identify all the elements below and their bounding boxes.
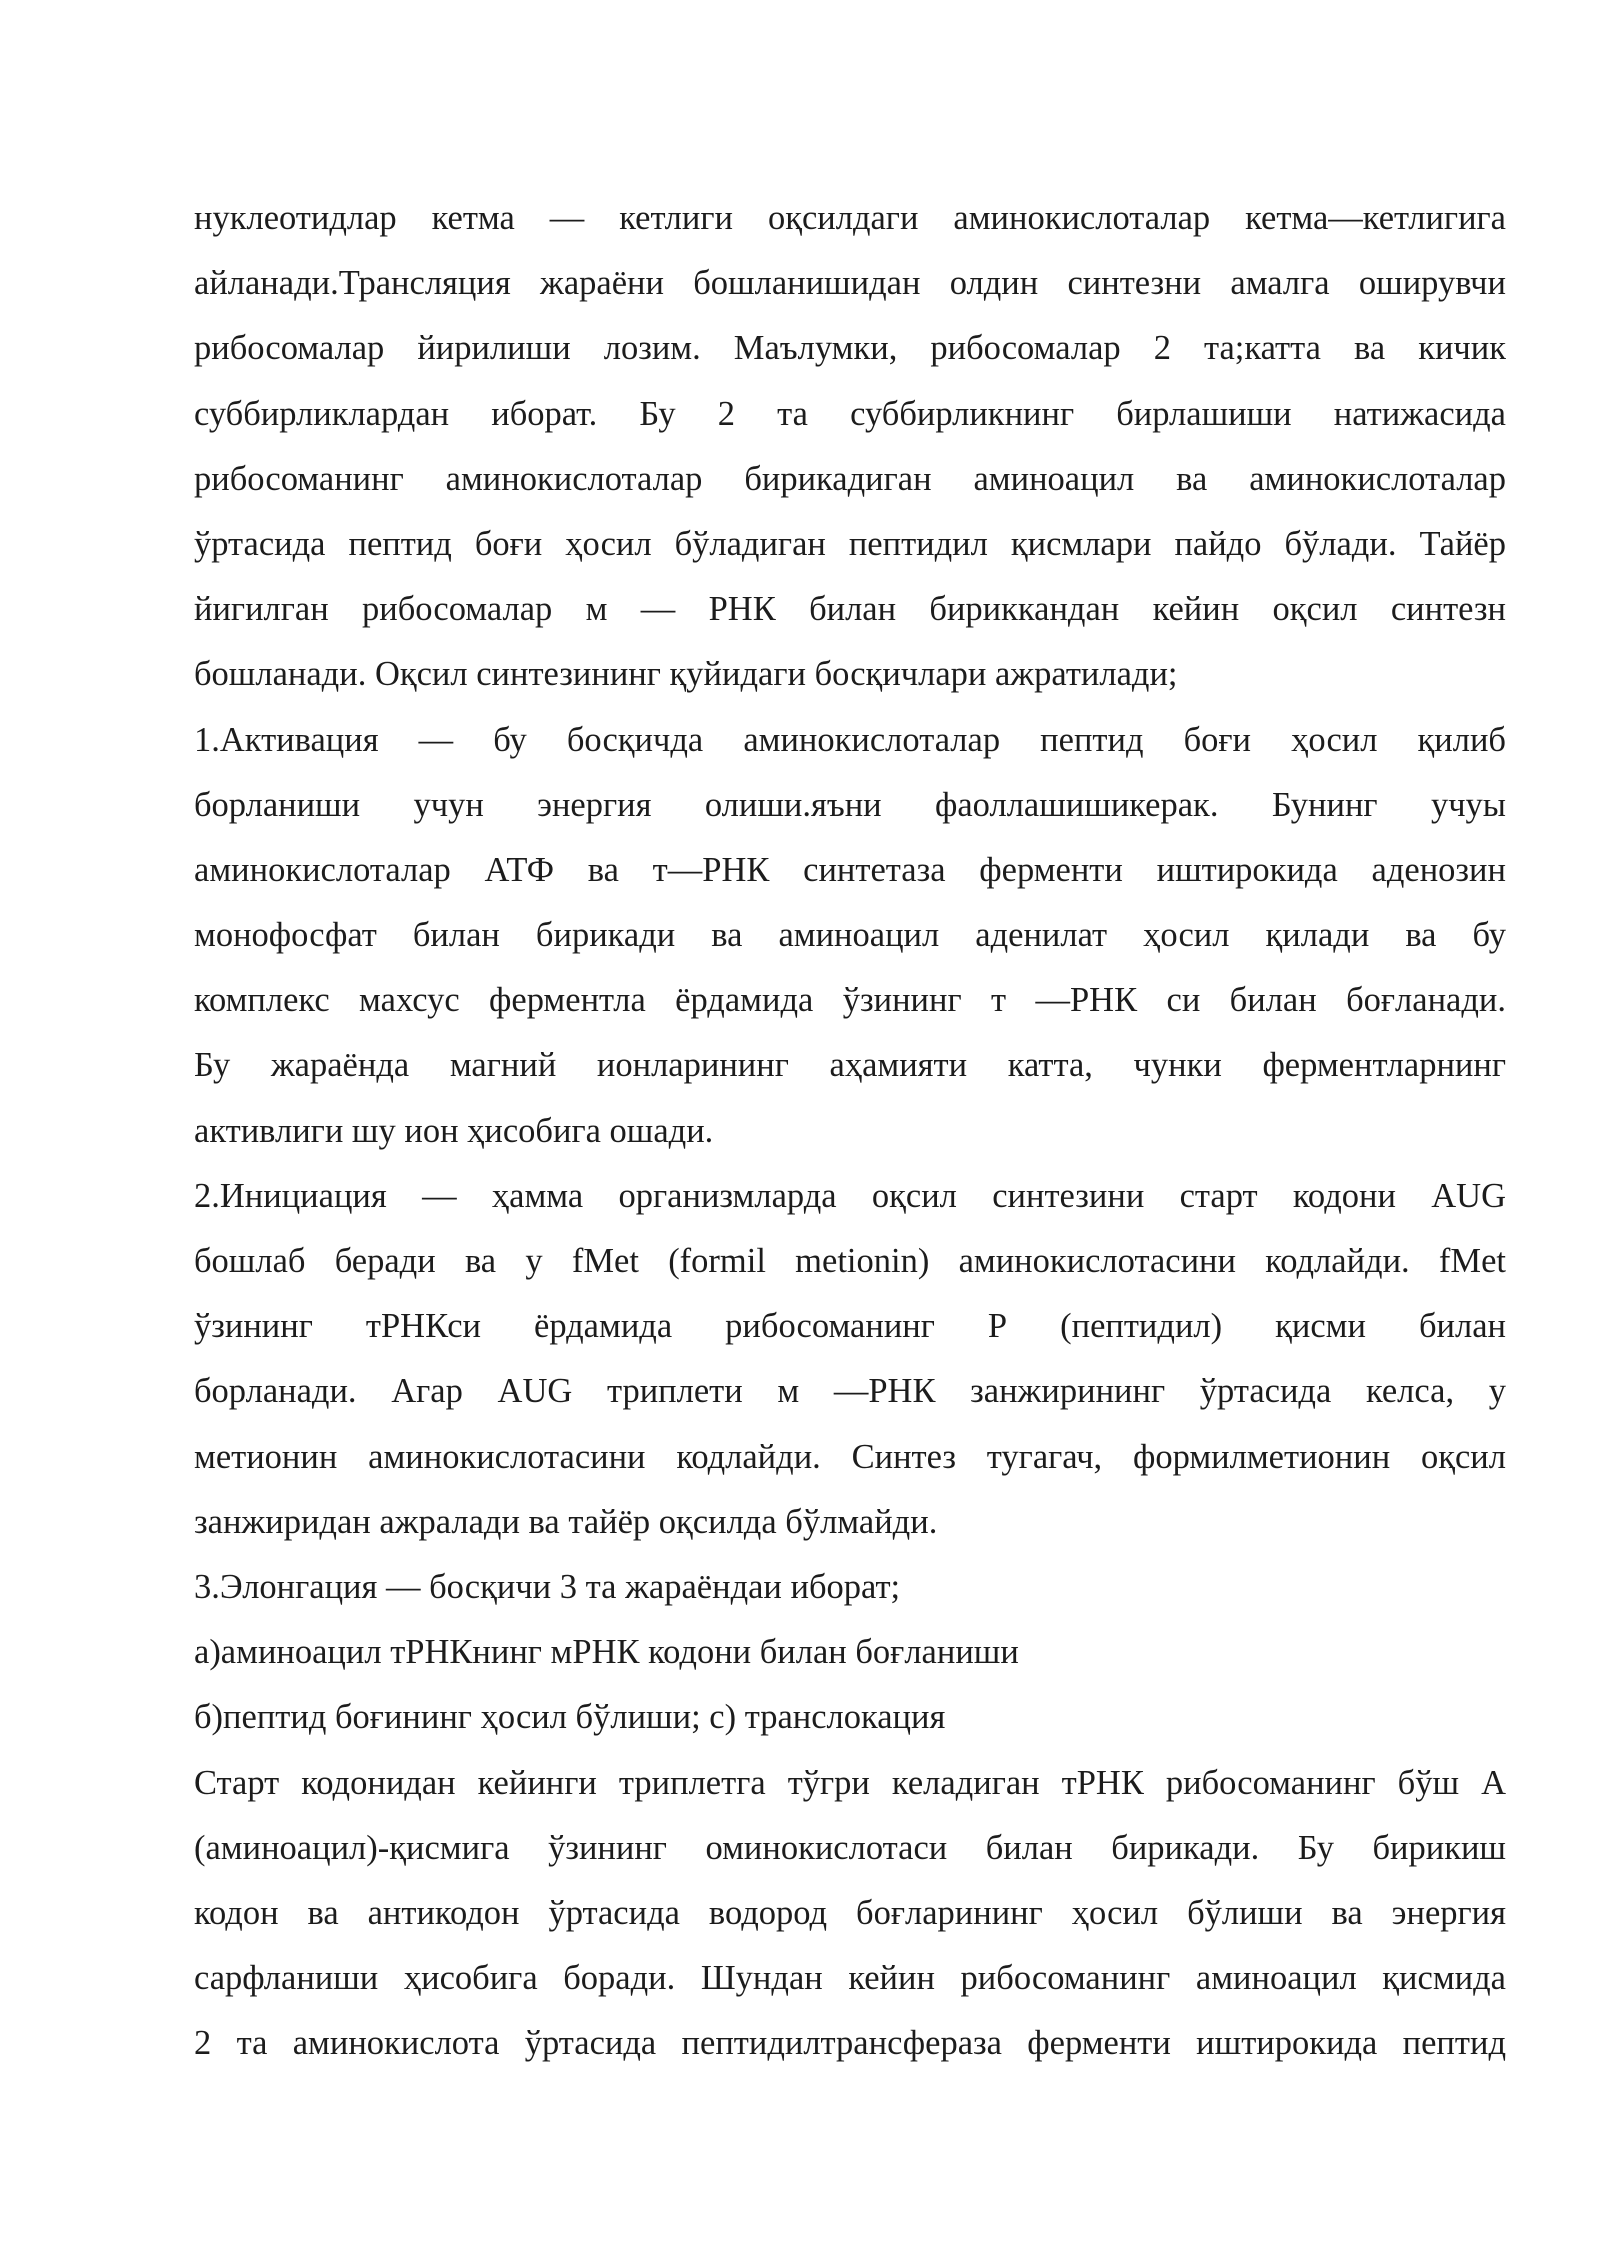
text-line: рибосоманинг аминокислоталар бирикадиган аминоацил ва аминокислоталар bbox=[194, 459, 1506, 498]
text-line: а)аминоацил тРНКнинг мРНК кодони билан боғланиши bbox=[194, 1633, 1019, 1672]
text-line: 3.Элонгация — босқичи 3 та жараёндаи иборат; bbox=[194, 1567, 901, 1606]
text-line: айланади.Трансляция жараёни бошланишидан олдин синтезни амалга оширувчи bbox=[194, 264, 1506, 303]
text-line: монофосфат билан бирикади ва аминоацил аденилат ҳосил қилади ва бу bbox=[194, 916, 1506, 955]
text-line: бошлаб беради ва у fMet (formil metionin) аминокислотасини кодлайди. fMet bbox=[194, 1242, 1506, 1280]
text-line: (аминоацил)-қисмига ўзининг оминокислотаси билан бирикади. Бу бирикиш bbox=[194, 1828, 1506, 1867]
text-line: аминокислоталар АТФ ва т—РНК синтетаза ферменти иштирокида аденозин bbox=[194, 850, 1506, 889]
text-line: метионин аминокислотасини кодлайди. Синтез тугагач, формилметионин оқсил bbox=[194, 1437, 1506, 1476]
document-body bbox=[194, 186, 1506, 2076]
text-line: ўртасида пептид боғи ҳосил бўладиган пептидил қисмлари пайдо бўлади. Тайёр bbox=[194, 524, 1506, 563]
text-line: Старт кодонидан кейинги триплетга тўгри келадиган тРНК рибосоманинг бўш А bbox=[194, 1763, 1506, 1802]
text-line: бошланади. Оқсил синтезининг қуйидаги босқичлари ажратилади; bbox=[194, 655, 1178, 694]
text-line: борланади. Агар AUG триплети м —РНК занжирининг ўртасида келса, у bbox=[194, 1372, 1506, 1411]
text-line: Бу жараёнда магний ионларининг аҳамияти катта, чунки ферментларнинг bbox=[194, 1046, 1506, 1085]
text-line: активлиги шу ион ҳисобига ошади. bbox=[194, 1111, 714, 1150]
text-line: кодон ва антикодон ўртасида водород боғларининг ҳосил бўлиши ва энергия bbox=[194, 1893, 1506, 1932]
text-line: борланиши учун энергия олиши.яъни фаоллашишикерак. Бунинг учуы bbox=[194, 785, 1506, 824]
text-line: рибосомалар йирилиши лозим. Маълумки, рибосомалар 2 та;катта ва кичик bbox=[194, 329, 1506, 368]
text-line: б)пептид боғининг ҳосил бўлиши; с) транслокация bbox=[194, 1698, 946, 1737]
text-line: 2 та аминокислота ўртасида пептидилтрансфераза ферменти иштирокида пептид bbox=[194, 2024, 1506, 2063]
text-line: 2.Инициация — ҳамма организмларда оқсил синтезини старт кодони AUG bbox=[194, 1176, 1506, 1215]
text-line: йигилган рибосомалар м — РНК билан бириккандан кейин оқсил синтезн bbox=[194, 590, 1506, 629]
text-line: занжиридан ажралади ва тайёр оқсилда бўлмайди. bbox=[194, 1502, 938, 1541]
text-line: 1.Активация — бу босқичда аминокислоталар пептид боғи ҳосил қилиб bbox=[194, 720, 1506, 759]
text-line: нуклеотидлар кетма — кетлиги оқсилдаги аминокислоталар кетма—кетлигига bbox=[194, 199, 1506, 237]
text-line: комплекс махсус ферментла ёрдамида ўзининг т —РНК си билан боғланади. bbox=[194, 981, 1506, 1020]
text-line: ўзининг тРНКси ёрдамида рибосоманинг Р (пептидил) қисми билан bbox=[194, 1307, 1506, 1346]
text-line: сарфланиши ҳисобига боради. Шундан кейин рибосоманинг аминоацил қисмида bbox=[194, 1959, 1506, 1998]
text-line: суббирликлардан иборат. Бу 2 та суббирликнинг бирлашиши натижасида bbox=[194, 394, 1506, 433]
